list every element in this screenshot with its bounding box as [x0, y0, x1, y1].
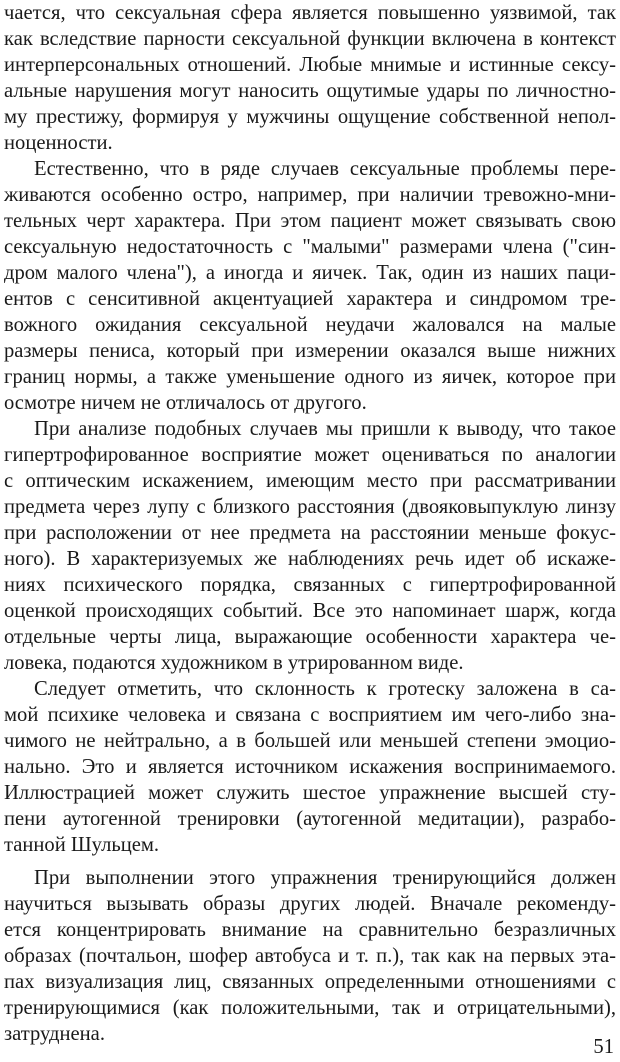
paragraph-5-line-4: образах (почтальон, шофер автобуса и т. п.), так как на первых эта- — [4, 945, 616, 967]
paragraph-3-line-2: гипертрофированное восприятие может оцениваться по аналогии — [4, 444, 616, 466]
paragraph-5-line-3: ется концентрировать внимание на сравнительно безразличных — [4, 919, 616, 941]
paragraph-5-line-2: научиться вызывать образы других людей. Вначале рекоменду- — [4, 893, 616, 915]
paragraph-2-line-4: сексуальную недостаточность с "малыми" размерами члена ("син- — [4, 236, 616, 258]
paragraph-3-line-6: ного). В характеризуемых же наблюдениях речь идет об искаже- — [4, 548, 616, 570]
paragraph-1-line-2: как вследствие парности сексуальной функции включена в контекст — [4, 28, 616, 50]
paragraph-2-line-3: тельных черт характера. При этом пациент может связывать свою — [4, 210, 616, 232]
paragraph-5-line-7: затруднена. — [4, 1023, 105, 1045]
paragraph-2-line-6: ентов с сенситивной акцентуацией характера и синдромом тре- — [4, 288, 616, 310]
paragraph-1-line-4: альные нарушения могут наносить ощутимые удары по личностно- — [4, 80, 616, 102]
paragraph-3-line-3: с оптическим искажением, имеющим место при рассматривании — [4, 470, 616, 492]
paragraph-4-line-2: мой психике человека и связана с восприятием им чего-либо зна- — [4, 704, 616, 726]
paragraph-4-line-3: чимого не нейтрально, а в большей или меньшей степени эмоцио- — [4, 730, 616, 752]
paragraph-2-line-8: размеры пениса, который при измерении оказался выше нижних — [4, 340, 616, 362]
paragraph-2-line-1: Естественно, что в ряде случаев сексуальные проблемы пере- — [34, 158, 616, 180]
paragraph-3-line-7: ниях психического порядка, связанных с гипертрофированной — [4, 574, 616, 596]
paragraph-1-line-6: ноценности. — [4, 132, 113, 154]
paragraph-2-line-9: границ нормы, а также уменьшение одного из яичек, которое при — [4, 366, 616, 388]
paragraph-3-line-1: При анализе подобных случаев мы пришли к выводу, что такое — [34, 418, 616, 440]
paragraph-1-line-1: чается, что сексуальная сфера является повышенно уязвимой, так — [4, 2, 616, 24]
paragraph-5-line-6: тренирующимися (как положительными, так и отрицательными), — [4, 997, 616, 1019]
paragraph-4-line-6: пени аутогенной тренировки (аутогенной медитации), разрабо- — [4, 808, 616, 830]
paragraph-3-line-4: предмета через лупу с близкого расстояния (двояковыпуклую линзу — [4, 496, 616, 518]
paragraph-3-line-10: ловека, подаются художником в утрированном виде. — [4, 652, 464, 674]
book-page — [4, 0, 616, 1062]
paragraph-3-line-5: при расположении от нее предмета на расстоянии меньше фокус- — [4, 522, 616, 544]
paragraph-2-line-5: дром малого члена"), а иногда и яичек. Так, один из наших паци- — [4, 262, 616, 284]
paragraph-1-line-3: интерперсональных отношений. Любые мнимые и истинные сексу- — [4, 54, 616, 76]
paragraph-5-line-5: пах визуализация лиц, связанных определенными отношениями с — [4, 971, 616, 993]
paragraph-4-line-1: Следует отметить, что склонность к гротеску заложена в са- — [34, 678, 616, 700]
paragraph-4-line-5: Иллюстрацией может служить шестое упражнение высшей сту- — [4, 782, 616, 804]
paragraph-4-line-7: танной Шульцем. — [4, 834, 160, 856]
paragraph-3-line-8: оценкой происходящих событий. Все это напоминает шарж, когда — [4, 600, 616, 622]
paragraph-4-line-4: нально. Это и является источником искажения воспринимаемого. — [4, 756, 616, 778]
paragraph-2-line-10: осмотре ничем не отличалось от другого. — [4, 392, 367, 414]
page-number: 51 — [593, 1036, 614, 1058]
paragraph-3-line-9: отдельные черты лица, выражающие особенности характера че- — [4, 626, 616, 648]
paragraph-2-line-2: живаются особенно остро, например, при наличии тревожно-мни- — [4, 184, 616, 206]
paragraph-5-line-1: При выполнении этого упражнения тренирующийся должен — [34, 867, 616, 889]
paragraph-2-line-7: вожного ожидания сексуальной неудачи жаловался на малые — [4, 314, 616, 336]
paragraph-1-line-5: му престижу, формируя у мужчины ощущение собственной непол- — [4, 106, 616, 128]
